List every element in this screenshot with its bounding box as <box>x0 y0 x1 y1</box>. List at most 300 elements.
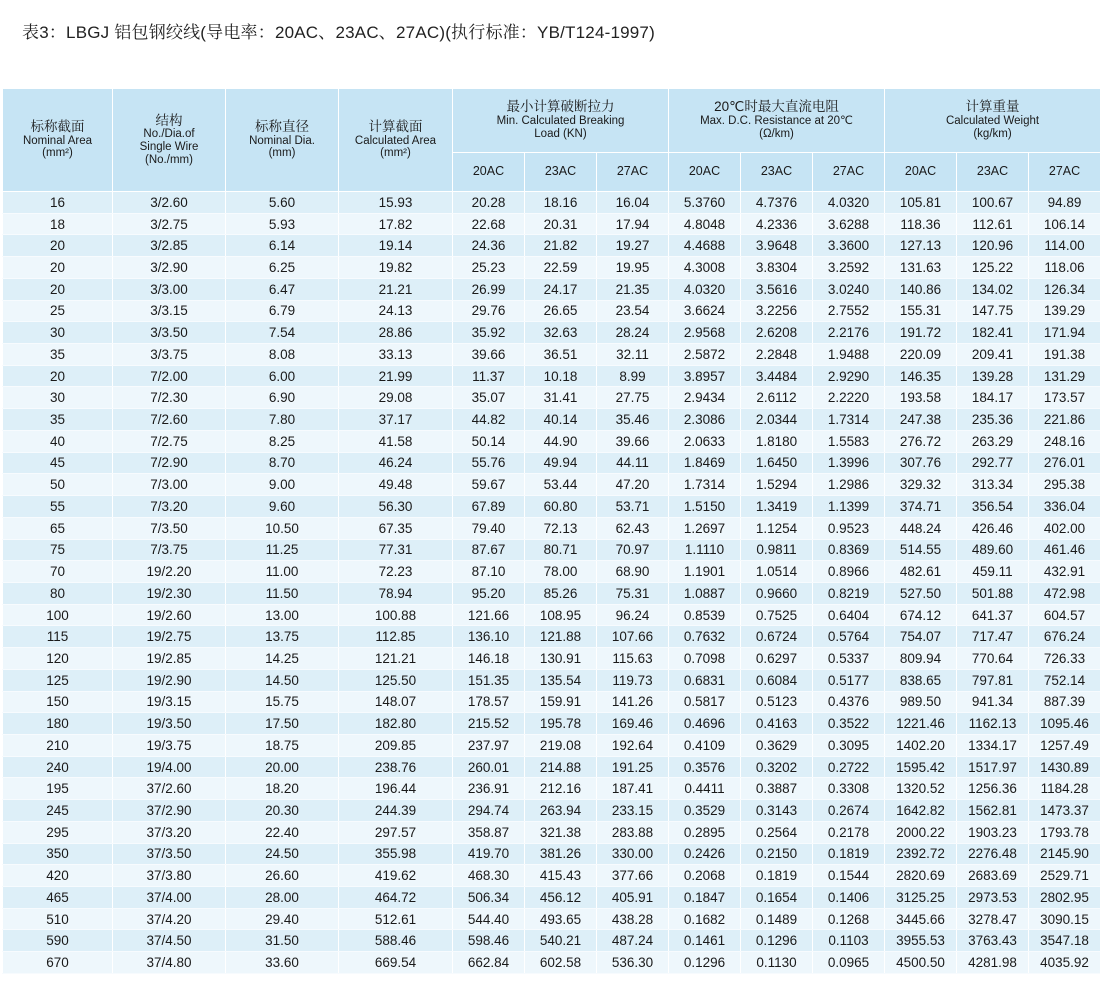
table-cell: 676.24 <box>1029 626 1100 648</box>
table-row <box>3 648 1100 670</box>
table-cell: 487.24 <box>597 930 669 952</box>
table-cell: 1.1254 <box>741 517 813 539</box>
table-cell: 510 <box>3 908 113 930</box>
table-row <box>3 257 1100 279</box>
table-cell: 489.60 <box>957 539 1029 561</box>
table-cell: 3.6624 <box>669 300 741 322</box>
table-cell: 171.94 <box>1029 322 1100 344</box>
table-cell: 72.23 <box>339 561 453 583</box>
table-cell: 236.91 <box>453 778 525 800</box>
table-cell: 260.01 <box>453 756 525 778</box>
table-cell: 18 <box>3 213 113 235</box>
table-cell: 2.6112 <box>741 387 813 409</box>
table-cell: 182.41 <box>957 322 1029 344</box>
table-row <box>3 756 1100 778</box>
table-cell: 20 <box>3 278 113 300</box>
table-header <box>3 89 1100 192</box>
table-cell: 31.41 <box>525 387 597 409</box>
header-nominal-area <box>3 89 113 192</box>
subheader-cell: 23AC <box>741 153 813 192</box>
table-row <box>3 474 1100 496</box>
table-row <box>3 213 1100 235</box>
table-cell: 3.2256 <box>741 300 813 322</box>
table-cell: 512.61 <box>339 908 453 930</box>
table-cell: 4281.98 <box>957 952 1029 974</box>
table-cell: 22.68 <box>453 213 525 235</box>
table-row <box>3 952 1100 974</box>
table-cell: 527.50 <box>885 582 957 604</box>
table-cell: 461.46 <box>1029 539 1100 561</box>
table-cell: 420 <box>3 865 113 887</box>
table-cell: 33.60 <box>226 952 339 974</box>
header-unit: (Ω/km) <box>759 127 794 140</box>
table-cell: 11.37 <box>453 365 525 387</box>
table-cell: 329.32 <box>885 474 957 496</box>
table-cell: 221.86 <box>1029 409 1100 431</box>
table-cell: 1793.78 <box>1029 821 1100 843</box>
table-cell: 8.99 <box>597 365 669 387</box>
table-cell: 2.2848 <box>741 344 813 366</box>
table-cell: 0.3529 <box>669 800 741 822</box>
table-cell: 209.41 <box>957 344 1029 366</box>
table-cell: 195.78 <box>525 713 597 735</box>
table-cell: 726.33 <box>1029 648 1100 670</box>
table-cell: 107.66 <box>597 626 669 648</box>
header-label-cn: 20℃时最大直流电阻 <box>714 99 839 115</box>
table-row <box>3 409 1100 431</box>
table-cell: 0.4376 <box>813 691 885 713</box>
table-cell: 126.34 <box>1029 278 1100 300</box>
table-cell: 1473.37 <box>1029 800 1100 822</box>
table-cell: 220.09 <box>885 344 957 366</box>
table-cell: 131.63 <box>885 257 957 279</box>
table-cell: 0.2722 <box>813 756 885 778</box>
table-cell: 108.95 <box>525 604 597 626</box>
table-cell: 355.98 <box>339 843 453 865</box>
table-cell: 3445.66 <box>885 908 957 930</box>
table-cell: 148.07 <box>339 691 453 713</box>
table-cell: 3/2.90 <box>113 257 226 279</box>
table-cell: 2000.22 <box>885 821 957 843</box>
table-cell: 754.07 <box>885 626 957 648</box>
table-cell: 1430.89 <box>1029 756 1100 778</box>
table-cell: 2973.53 <box>957 887 1029 909</box>
table-cell: 0.1544 <box>813 865 885 887</box>
table-cell: 29.40 <box>226 908 339 930</box>
header-label-cn: 标称截面 <box>30 118 85 134</box>
table-cell: 283.88 <box>597 821 669 843</box>
table-cell: 276.01 <box>1029 452 1100 474</box>
table-row <box>3 387 1100 409</box>
table-cell: 50.14 <box>453 430 525 452</box>
table-cell: 30 <box>3 387 113 409</box>
table-cell: 0.1819 <box>813 843 885 865</box>
table-cell: 2683.69 <box>957 865 1029 887</box>
table-cell: 0.3202 <box>741 756 813 778</box>
table-cell: 25 <box>3 300 113 322</box>
table-cell: 674.12 <box>885 604 957 626</box>
table-cell: 13.00 <box>226 604 339 626</box>
table-cell: 10.50 <box>226 517 339 539</box>
table-cell: 233.15 <box>597 800 669 822</box>
table-cell: 120 <box>3 648 113 670</box>
table-cell: 44.82 <box>453 409 525 431</box>
table-cell: 0.1847 <box>669 887 741 909</box>
header-label-en: Calculated Area <box>354 134 437 147</box>
table-cell: 240 <box>3 756 113 778</box>
table-row <box>3 322 1100 344</box>
table-row <box>3 604 1100 626</box>
table-cell: 147.75 <box>957 300 1029 322</box>
table-cell: 1.0514 <box>741 561 813 583</box>
table-cell: 7/2.30 <box>113 387 226 409</box>
table-cell: 374.71 <box>885 496 957 518</box>
table-cell: 67.89 <box>453 496 525 518</box>
table-cell: 4.0320 <box>669 278 741 300</box>
table-cell: 15.75 <box>226 691 339 713</box>
subheader-cell: 27AC <box>597 153 669 192</box>
table-row <box>3 778 1100 800</box>
header-label-cn: 最小计算破断拉力 <box>506 99 615 115</box>
table-cell: 0.6831 <box>669 669 741 691</box>
table-cell: 1221.46 <box>885 713 957 735</box>
table-cell: 2.0344 <box>741 409 813 431</box>
table-cell: 3.9648 <box>741 235 813 257</box>
table-cell: 125 <box>3 669 113 691</box>
table-cell: 3125.25 <box>885 887 957 909</box>
table-cell: 1095.46 <box>1029 713 1100 735</box>
table-cell: 669.54 <box>339 952 453 974</box>
table-cell: 0.3308 <box>813 778 885 800</box>
table-cell: 0.4163 <box>741 713 813 735</box>
table-cell: 29.08 <box>339 387 453 409</box>
table-cell: 5.3760 <box>669 192 741 214</box>
table-cell: 11.00 <box>226 561 339 583</box>
header-label-cn: 计算重量 <box>965 99 1020 115</box>
table-cell: 7/2.90 <box>113 452 226 474</box>
table-cell: 21.82 <box>525 235 597 257</box>
table-row <box>3 278 1100 300</box>
table-cell: 19/2.60 <box>113 604 226 626</box>
table-cell: 159.91 <box>525 691 597 713</box>
table-cell: 2529.71 <box>1029 865 1100 887</box>
table-cell: 0.6297 <box>741 648 813 670</box>
table-cell: 3/2.60 <box>113 192 226 214</box>
table-cell: 115.63 <box>597 648 669 670</box>
table-cell: 62.43 <box>597 517 669 539</box>
table-cell: 80 <box>3 582 113 604</box>
table-cell: 0.2068 <box>669 865 741 887</box>
table-cell: 7/2.75 <box>113 430 226 452</box>
table-cell: 20 <box>3 235 113 257</box>
header-label-en: Nominal Area <box>22 134 93 147</box>
table-cell: 68.90 <box>597 561 669 583</box>
table-cell: 544.40 <box>453 908 525 930</box>
table-cell: 0.9660 <box>741 582 813 604</box>
table-cell: 121.88 <box>525 626 597 648</box>
table-cell: 19/3.15 <box>113 691 226 713</box>
table-cell: 717.47 <box>957 626 1029 648</box>
table-cell: 119.73 <box>597 669 669 691</box>
table-cell: 121.21 <box>339 648 453 670</box>
table-cell: 3.2592 <box>813 257 885 279</box>
table-cell: 127.13 <box>885 235 957 257</box>
table-cell: 50 <box>3 474 113 496</box>
table-cell: 191.72 <box>885 322 957 344</box>
table-cell: 3/3.15 <box>113 300 226 322</box>
table-cell: 7/3.20 <box>113 496 226 518</box>
table-cell: 16.04 <box>597 192 669 214</box>
table-cell: 1162.13 <box>957 713 1029 735</box>
table-cell: 191.38 <box>1029 344 1100 366</box>
table-cell: 100.67 <box>957 192 1029 214</box>
table-cell: 114.00 <box>1029 235 1100 257</box>
table-cell: 0.3887 <box>741 778 813 800</box>
table-cell: 49.94 <box>525 452 597 474</box>
table-cell: 21.99 <box>339 365 453 387</box>
table-cell: 35.07 <box>453 387 525 409</box>
table-cell: 1320.52 <box>885 778 957 800</box>
table-cell: 94.89 <box>1029 192 1100 214</box>
table-cell: 131.29 <box>1029 365 1100 387</box>
table-cell: 37/2.90 <box>113 800 226 822</box>
table-cell: 313.34 <box>957 474 1029 496</box>
table-cell: 590 <box>3 930 113 952</box>
table-cell: 219.08 <box>525 734 597 756</box>
table-cell: 419.62 <box>339 865 453 887</box>
table-cell: 112.61 <box>957 213 1029 235</box>
table-cell: 180 <box>3 713 113 735</box>
table-cell: 78.00 <box>525 561 597 583</box>
table-cell: 330.00 <box>597 843 669 865</box>
table-cell: 276.72 <box>885 430 957 452</box>
table-cell: 752.14 <box>1029 669 1100 691</box>
table-cell: 37/2.60 <box>113 778 226 800</box>
table-row <box>3 430 1100 452</box>
table-cell: 118.06 <box>1029 257 1100 279</box>
table-cell: 37/4.50 <box>113 930 226 952</box>
table-cell: 136.10 <box>453 626 525 648</box>
table-cell: 60.80 <box>525 496 597 518</box>
table-cell: 662.84 <box>453 952 525 974</box>
table-cell: 209.85 <box>339 734 453 756</box>
table-cell: 0.0965 <box>813 952 885 974</box>
header-unit: (mm²) <box>380 147 411 160</box>
spec-table <box>2 88 1100 974</box>
table-cell: 0.1296 <box>669 952 741 974</box>
table-cell: 6.25 <box>226 257 339 279</box>
table-cell: 887.39 <box>1029 691 1100 713</box>
table-cell: 9.60 <box>226 496 339 518</box>
table-cell: 456.12 <box>525 887 597 909</box>
table-cell: 55 <box>3 496 113 518</box>
table-cell: 32.11 <box>597 344 669 366</box>
table-cell: 307.76 <box>885 452 957 474</box>
table-cell: 1642.82 <box>885 800 957 822</box>
table-cell: 2.5872 <box>669 344 741 366</box>
table-cell: 468.30 <box>453 865 525 887</box>
table-cell: 193.58 <box>885 387 957 409</box>
table-cell: 24.50 <box>226 843 339 865</box>
table-cell: 0.7632 <box>669 626 741 648</box>
table-row <box>3 669 1100 691</box>
table-cell: 0.9811 <box>741 539 813 561</box>
header-weight <box>885 89 1100 153</box>
table-cell: 0.3522 <box>813 713 885 735</box>
table-cell: 0.1489 <box>741 908 813 930</box>
table-cell: 1.3996 <box>813 452 885 474</box>
table-cell: 19.27 <box>597 235 669 257</box>
table-cell: 3/3.00 <box>113 278 226 300</box>
table-row <box>3 865 1100 887</box>
table-row <box>3 300 1100 322</box>
table-cell: 39.66 <box>597 430 669 452</box>
table-row <box>3 517 1100 539</box>
table-cell: 6.47 <box>226 278 339 300</box>
table-cell: 141.26 <box>597 691 669 713</box>
table-cell: 53.71 <box>597 496 669 518</box>
table-cell: 0.5337 <box>813 648 885 670</box>
table-cell: 151.35 <box>453 669 525 691</box>
table-cell: 263.94 <box>525 800 597 822</box>
table-cell: 35 <box>3 409 113 431</box>
table-cell: 0.5177 <box>813 669 885 691</box>
table-cell: 134.02 <box>957 278 1029 300</box>
table-cell: 27.75 <box>597 387 669 409</box>
table-cell: 2.0633 <box>669 430 741 452</box>
table-cell: 5.93 <box>226 213 339 235</box>
table-cell: 797.81 <box>957 669 1029 691</box>
table-cell: 493.65 <box>525 908 597 930</box>
table-cell: 33.13 <box>339 344 453 366</box>
table-cell: 0.9523 <box>813 517 885 539</box>
table-cell: 31.50 <box>226 930 339 952</box>
table-cell: 1595.42 <box>885 756 957 778</box>
header-label-en: Nominal Dia. <box>249 134 315 147</box>
table-cell: 358.87 <box>453 821 525 843</box>
table-row <box>3 582 1100 604</box>
table-cell: 426.46 <box>957 517 1029 539</box>
table-cell: 6.00 <box>226 365 339 387</box>
table-cell: 0.4109 <box>669 734 741 756</box>
table-cell: 19/4.00 <box>113 756 226 778</box>
table-cell: 4035.92 <box>1029 952 1100 974</box>
table-cell: 112.85 <box>339 626 453 648</box>
table-cell: 1517.97 <box>957 756 1029 778</box>
table-cell: 17.94 <box>597 213 669 235</box>
table-cell: 28.86 <box>339 322 453 344</box>
table-cell: 20.00 <box>226 756 339 778</box>
table-row <box>3 691 1100 713</box>
table-cell: 0.1682 <box>669 908 741 930</box>
header-label-cn: 结构 <box>155 112 183 128</box>
table-cell: 173.57 <box>1029 387 1100 409</box>
table-cell: 2276.48 <box>957 843 1029 865</box>
table-cell: 1.6450 <box>741 452 813 474</box>
table-cell: 292.77 <box>957 452 1029 474</box>
table-cell: 7/2.00 <box>113 365 226 387</box>
header-unit: (mm) <box>268 147 296 160</box>
table-cell: 32.63 <box>525 322 597 344</box>
table-cell: 23.54 <box>597 300 669 322</box>
table-row <box>3 235 1100 257</box>
table-cell: 1.5150 <box>669 496 741 518</box>
table-cell: 2.2220 <box>813 387 885 409</box>
table-row <box>3 887 1100 909</box>
table-cell: 0.1296 <box>741 930 813 952</box>
table-cell: 3.4484 <box>741 365 813 387</box>
table-cell: 3278.47 <box>957 908 1029 930</box>
table-cell: 45 <box>3 452 113 474</box>
table-cell: 26.60 <box>226 865 339 887</box>
table-cell: 3763.43 <box>957 930 1029 952</box>
header-label-en: Max. D.C. Resistance at 20℃ <box>700 115 853 128</box>
table-cell: 215.52 <box>453 713 525 735</box>
table-cell: 0.8966 <box>813 561 885 583</box>
table-cell: 30 <box>3 322 113 344</box>
table-cell: 125.50 <box>339 669 453 691</box>
table-title: 表3：LBGJ 铝包钢绞线(导电率：20AC、23AC、27AC)(执行标准：YB/T124-1997) <box>22 23 655 42</box>
header-label-en: Single Wire <box>139 141 199 154</box>
table-cell: 100 <box>3 604 113 626</box>
header-structure <box>113 89 226 192</box>
table-cell: 11.25 <box>226 539 339 561</box>
table-cell: 40 <box>3 430 113 452</box>
table-cell: 192.64 <box>597 734 669 756</box>
table-cell: 472.98 <box>1029 582 1100 604</box>
table-cell: 18.16 <box>525 192 597 214</box>
table-cell: 29.76 <box>453 300 525 322</box>
table-cell: 7.80 <box>226 409 339 431</box>
table-cell: 18.75 <box>226 734 339 756</box>
table-cell: 37/4.00 <box>113 887 226 909</box>
table-cell: 37/4.20 <box>113 908 226 930</box>
table-cell: 602.58 <box>525 952 597 974</box>
table-cell: 5.60 <box>226 192 339 214</box>
table-cell: 501.88 <box>957 582 1029 604</box>
table-cell: 0.1461 <box>669 930 741 952</box>
header-label-cn: 计算截面 <box>368 118 423 134</box>
table-cell: 72.13 <box>525 517 597 539</box>
table-cell: 118.36 <box>885 213 957 235</box>
table-row <box>3 192 1100 214</box>
table-row <box>3 344 1100 366</box>
table-cell: 3090.15 <box>1029 908 1100 930</box>
table-cell: 210 <box>3 734 113 756</box>
table-cell: 1.7314 <box>669 474 741 496</box>
table-cell: 540.21 <box>525 930 597 952</box>
table-row <box>3 561 1100 583</box>
table-cell: 482.61 <box>885 561 957 583</box>
table-cell: 0.2564 <box>741 821 813 843</box>
header-nominal-dia <box>226 89 339 192</box>
table-cell: 294.74 <box>453 800 525 822</box>
table-cell: 6.79 <box>226 300 339 322</box>
table-cell: 24.13 <box>339 300 453 322</box>
table-cell: 3.8304 <box>741 257 813 279</box>
table-cell: 87.67 <box>453 539 525 561</box>
header-unit: (kg/km) <box>973 127 1012 140</box>
table-cell: 14.50 <box>226 669 339 691</box>
table-cell: 19/2.75 <box>113 626 226 648</box>
table-row <box>3 452 1100 474</box>
table-cell: 130.91 <box>525 648 597 670</box>
table-cell: 70.97 <box>597 539 669 561</box>
table-cell: 1256.36 <box>957 778 1029 800</box>
table-cell: 670 <box>3 952 113 974</box>
subheader-cell: 20AC <box>453 153 525 192</box>
table-cell: 3955.53 <box>885 930 957 952</box>
